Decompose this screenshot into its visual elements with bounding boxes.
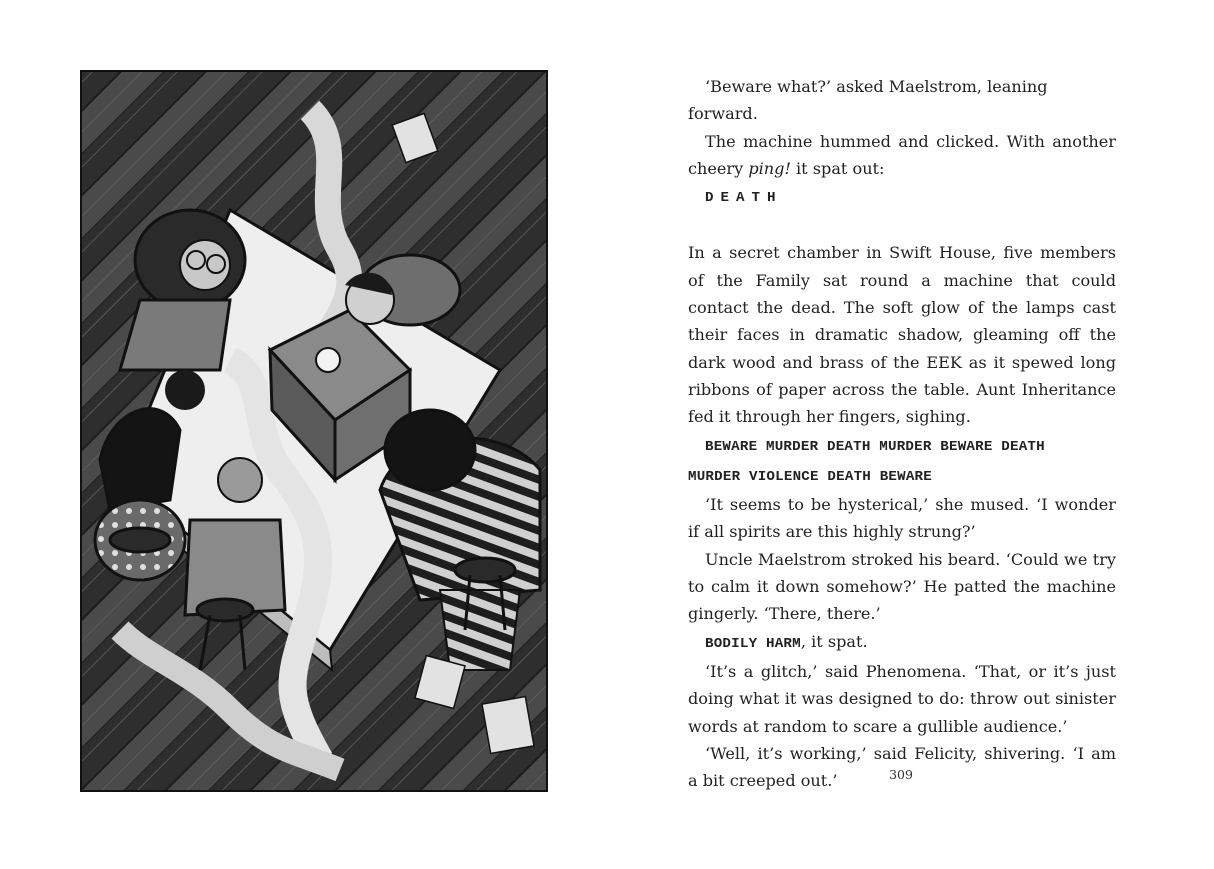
paragraph: ‘Well, it’s working,’ said Felicity, shivering. ‘I am a bit creeped out.’ (688, 743, 1116, 791)
paragraph (688, 128, 1116, 183)
page-number: 309 (889, 767, 913, 782)
seance-illustration (80, 70, 548, 792)
paragraph (688, 628, 1116, 658)
machine-output-text: BEWARE MURDER DEATH MURDER BEWARE DEATH (705, 438, 1045, 455)
lamp-bulb (316, 348, 340, 372)
machine-output-text: BODILY HARM (705, 635, 801, 652)
machine-output (688, 182, 1116, 212)
text-column (688, 73, 1116, 794)
machine-output (688, 461, 1116, 491)
illustration-seance-table (80, 70, 548, 792)
machine-output (688, 431, 1116, 461)
paragraph: ‘It seems to be hysterical,’ she mused. ‘I wonder if all spirits are this highly strung?’ (688, 495, 1116, 542)
emphasis-text: ping! (748, 158, 791, 178)
paragraph (688, 73, 1116, 128)
paragraph-text: ‘Beware what?’ asked Maelstrom, leaning forward. (688, 77, 1048, 124)
paragraph: ‘It’s a glitch,’ said Phenomena. ‘That, or it’s just doing what it was designed to do: throw out sinister words at random to scare a gullible audience.’ (688, 661, 1116, 736)
paragraph: Uncle Maelstrom stroked his beard. ‘Could we try to calm it down somehow?’ He patted the machine gingerly. ‘There, there.’ (688, 549, 1116, 624)
paragraph-text: , it spat. (800, 631, 868, 651)
paragraph-text: it spat out: (790, 158, 885, 178)
paragraph: In a secret chamber in Swift House, five members of the Family sat round a machine that could contact the dead. The soft glow of the lamps cast their faces in dramatic shadow, gleaming off the dark wood and brass of the EEK as it spewed long ribbons of paper across the table. Aunt Inheritance fed it through her fingers, sighing. (688, 243, 1116, 427)
machine-output-text: MURDER VIOLENCE DEATH BEWARE (688, 468, 932, 485)
machine-output-text: DEATH (705, 190, 783, 207)
section-break (688, 212, 1116, 239)
paragraph-text: The machine hummed and clicked. With another cheery (688, 131, 1116, 178)
